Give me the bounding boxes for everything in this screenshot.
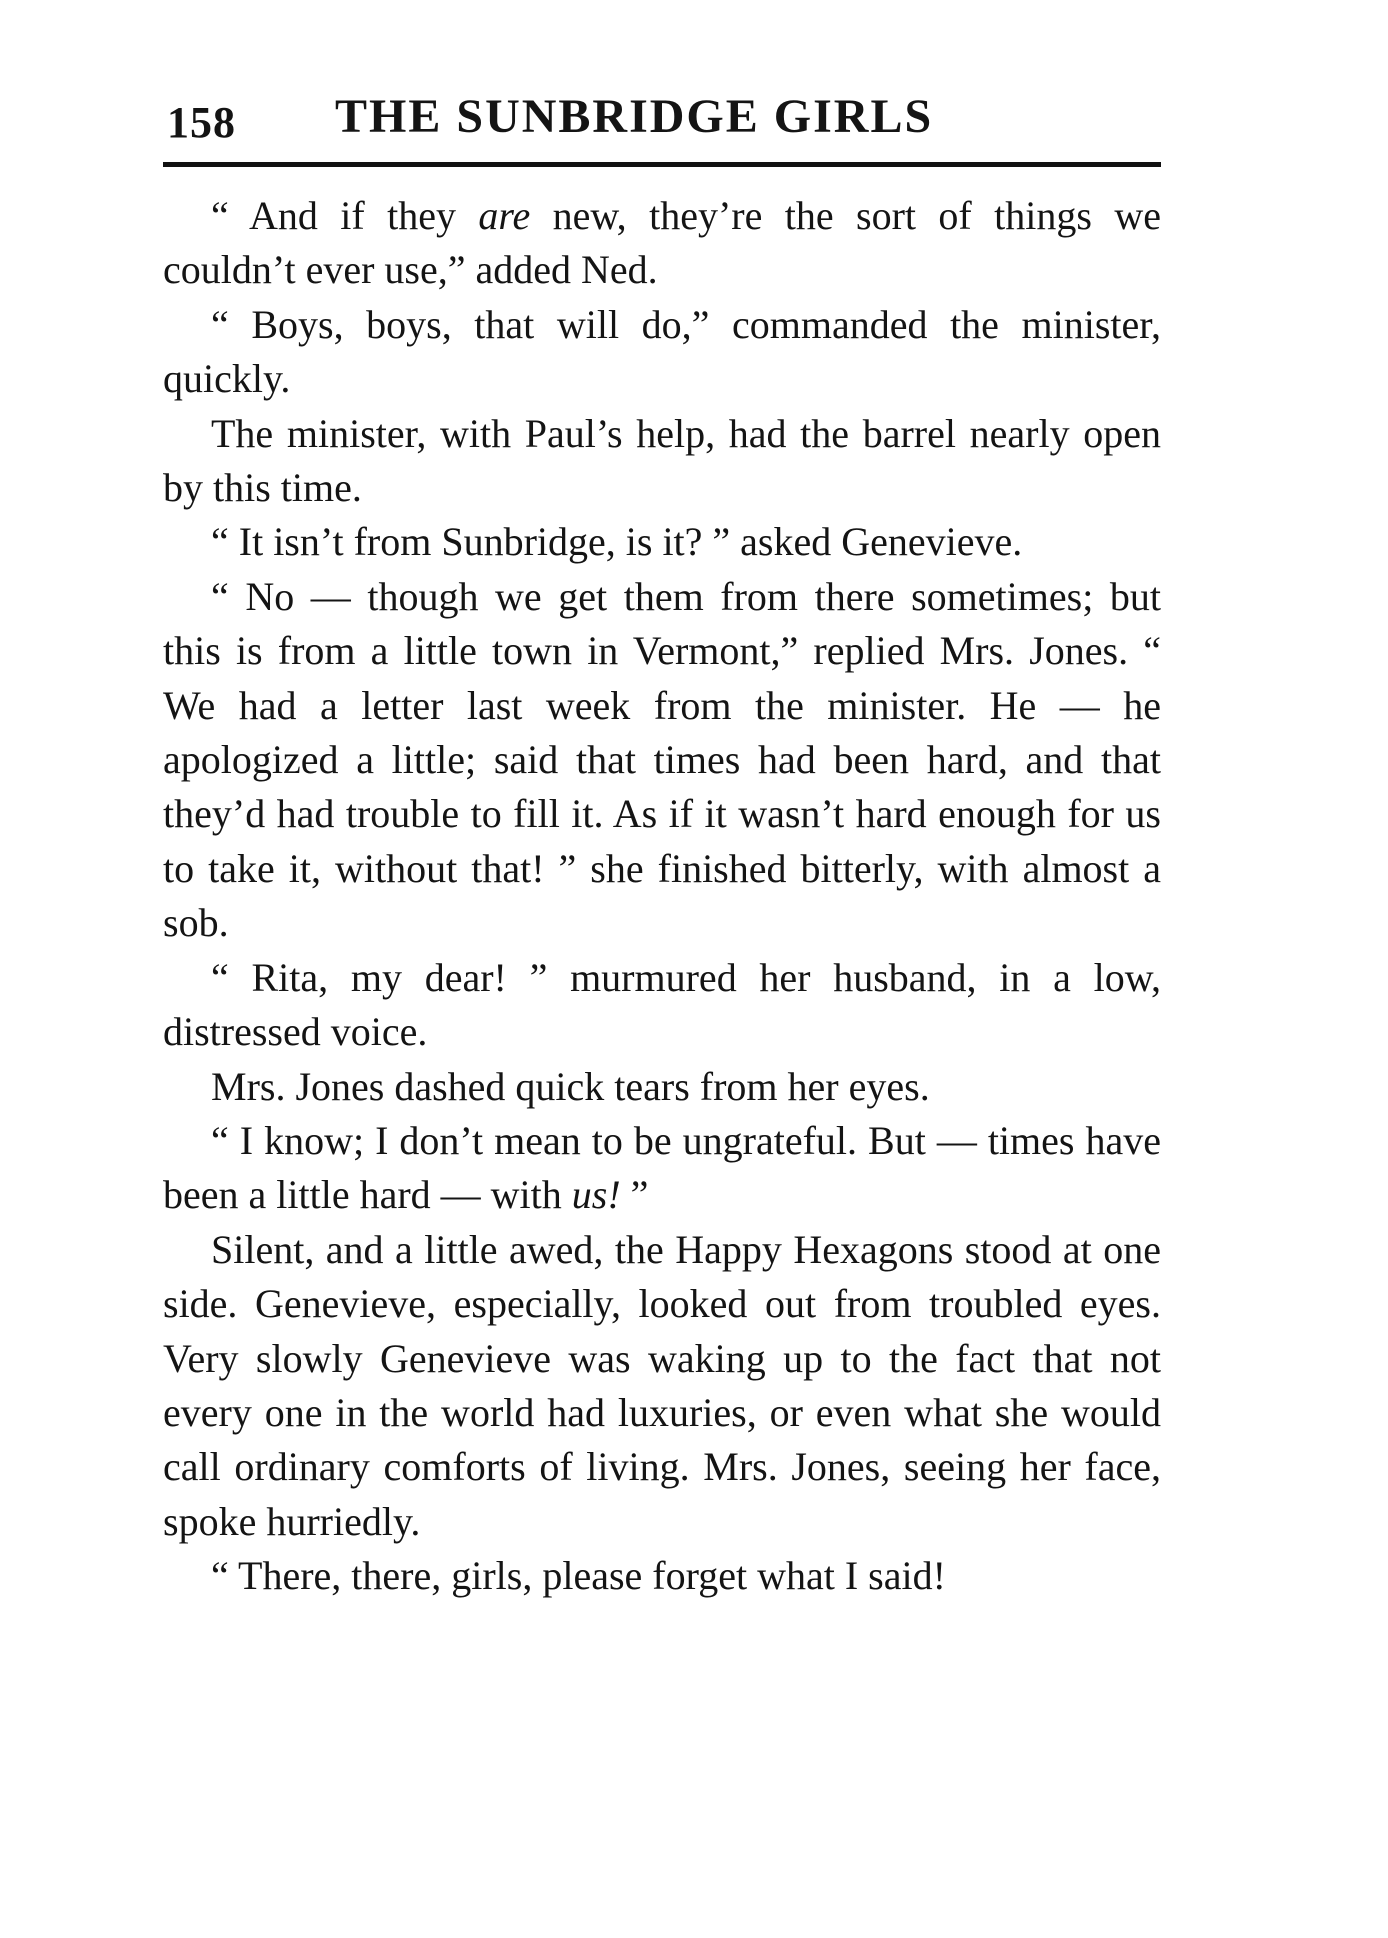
paragraph: The minister, with Paul’s help, had the barrel nearly open by this time.	[163, 410, 1161, 511]
paragraph: “ I know; I don’t mean to be ungrateful. But — times have been a little hard — with us! ”	[163, 1117, 1161, 1218]
paragraph: “ It isn’t from Sunbridge, is it? ” asked Genevieve.	[211, 519, 1023, 565]
paragraph: “ There, there, girls, please forget what I said!	[211, 1553, 946, 1599]
paragraph: Mrs. Jones dashed quick tears from her eyes.	[211, 1063, 930, 1109]
paragraph: “ Boys, boys, that will do,” commanded the minister, quickly.	[163, 301, 1161, 402]
paragraph: “ Rita, my dear! ” murmured her husband, in a low, distressed voice.	[163, 954, 1161, 1055]
paragraph: “ No — though we get them from there sometimes; but this is from a little town in Vermont,” replied Mrs. Jones. “ We had a letter last week from the minister. He — he apologized a little; said that times had been hard, and that they’d had trouble to fill it. As if it wasn’t hard enough for us to take it, without that! ” she finished bitterly, with almost a sob.	[163, 573, 1161, 946]
paragraph: “ And if they are new, they’re the sort of things we couldn’t ever use,” added Ned.	[163, 193, 1161, 293]
page-number: 158	[167, 98, 236, 147]
book-page	[163, 82, 1161, 1599]
header-rule	[163, 162, 1161, 167]
paragraph: Silent, and a little awed, the Happy Hexagons stood at one side. Genevieve, especially, looked out from troubled eyes. Very slowly Genevieve was waking up to the fact that not every one in the world had luxuries, or even what she would call ordinary comforts of living. Mrs. Jones, seeing her face, spoke hurriedly.	[163, 1226, 1161, 1544]
running-head	[163, 82, 1161, 152]
running-title: THE SUNBRIDGE GIRLS	[335, 90, 934, 143]
body-text	[163, 189, 1161, 1604]
